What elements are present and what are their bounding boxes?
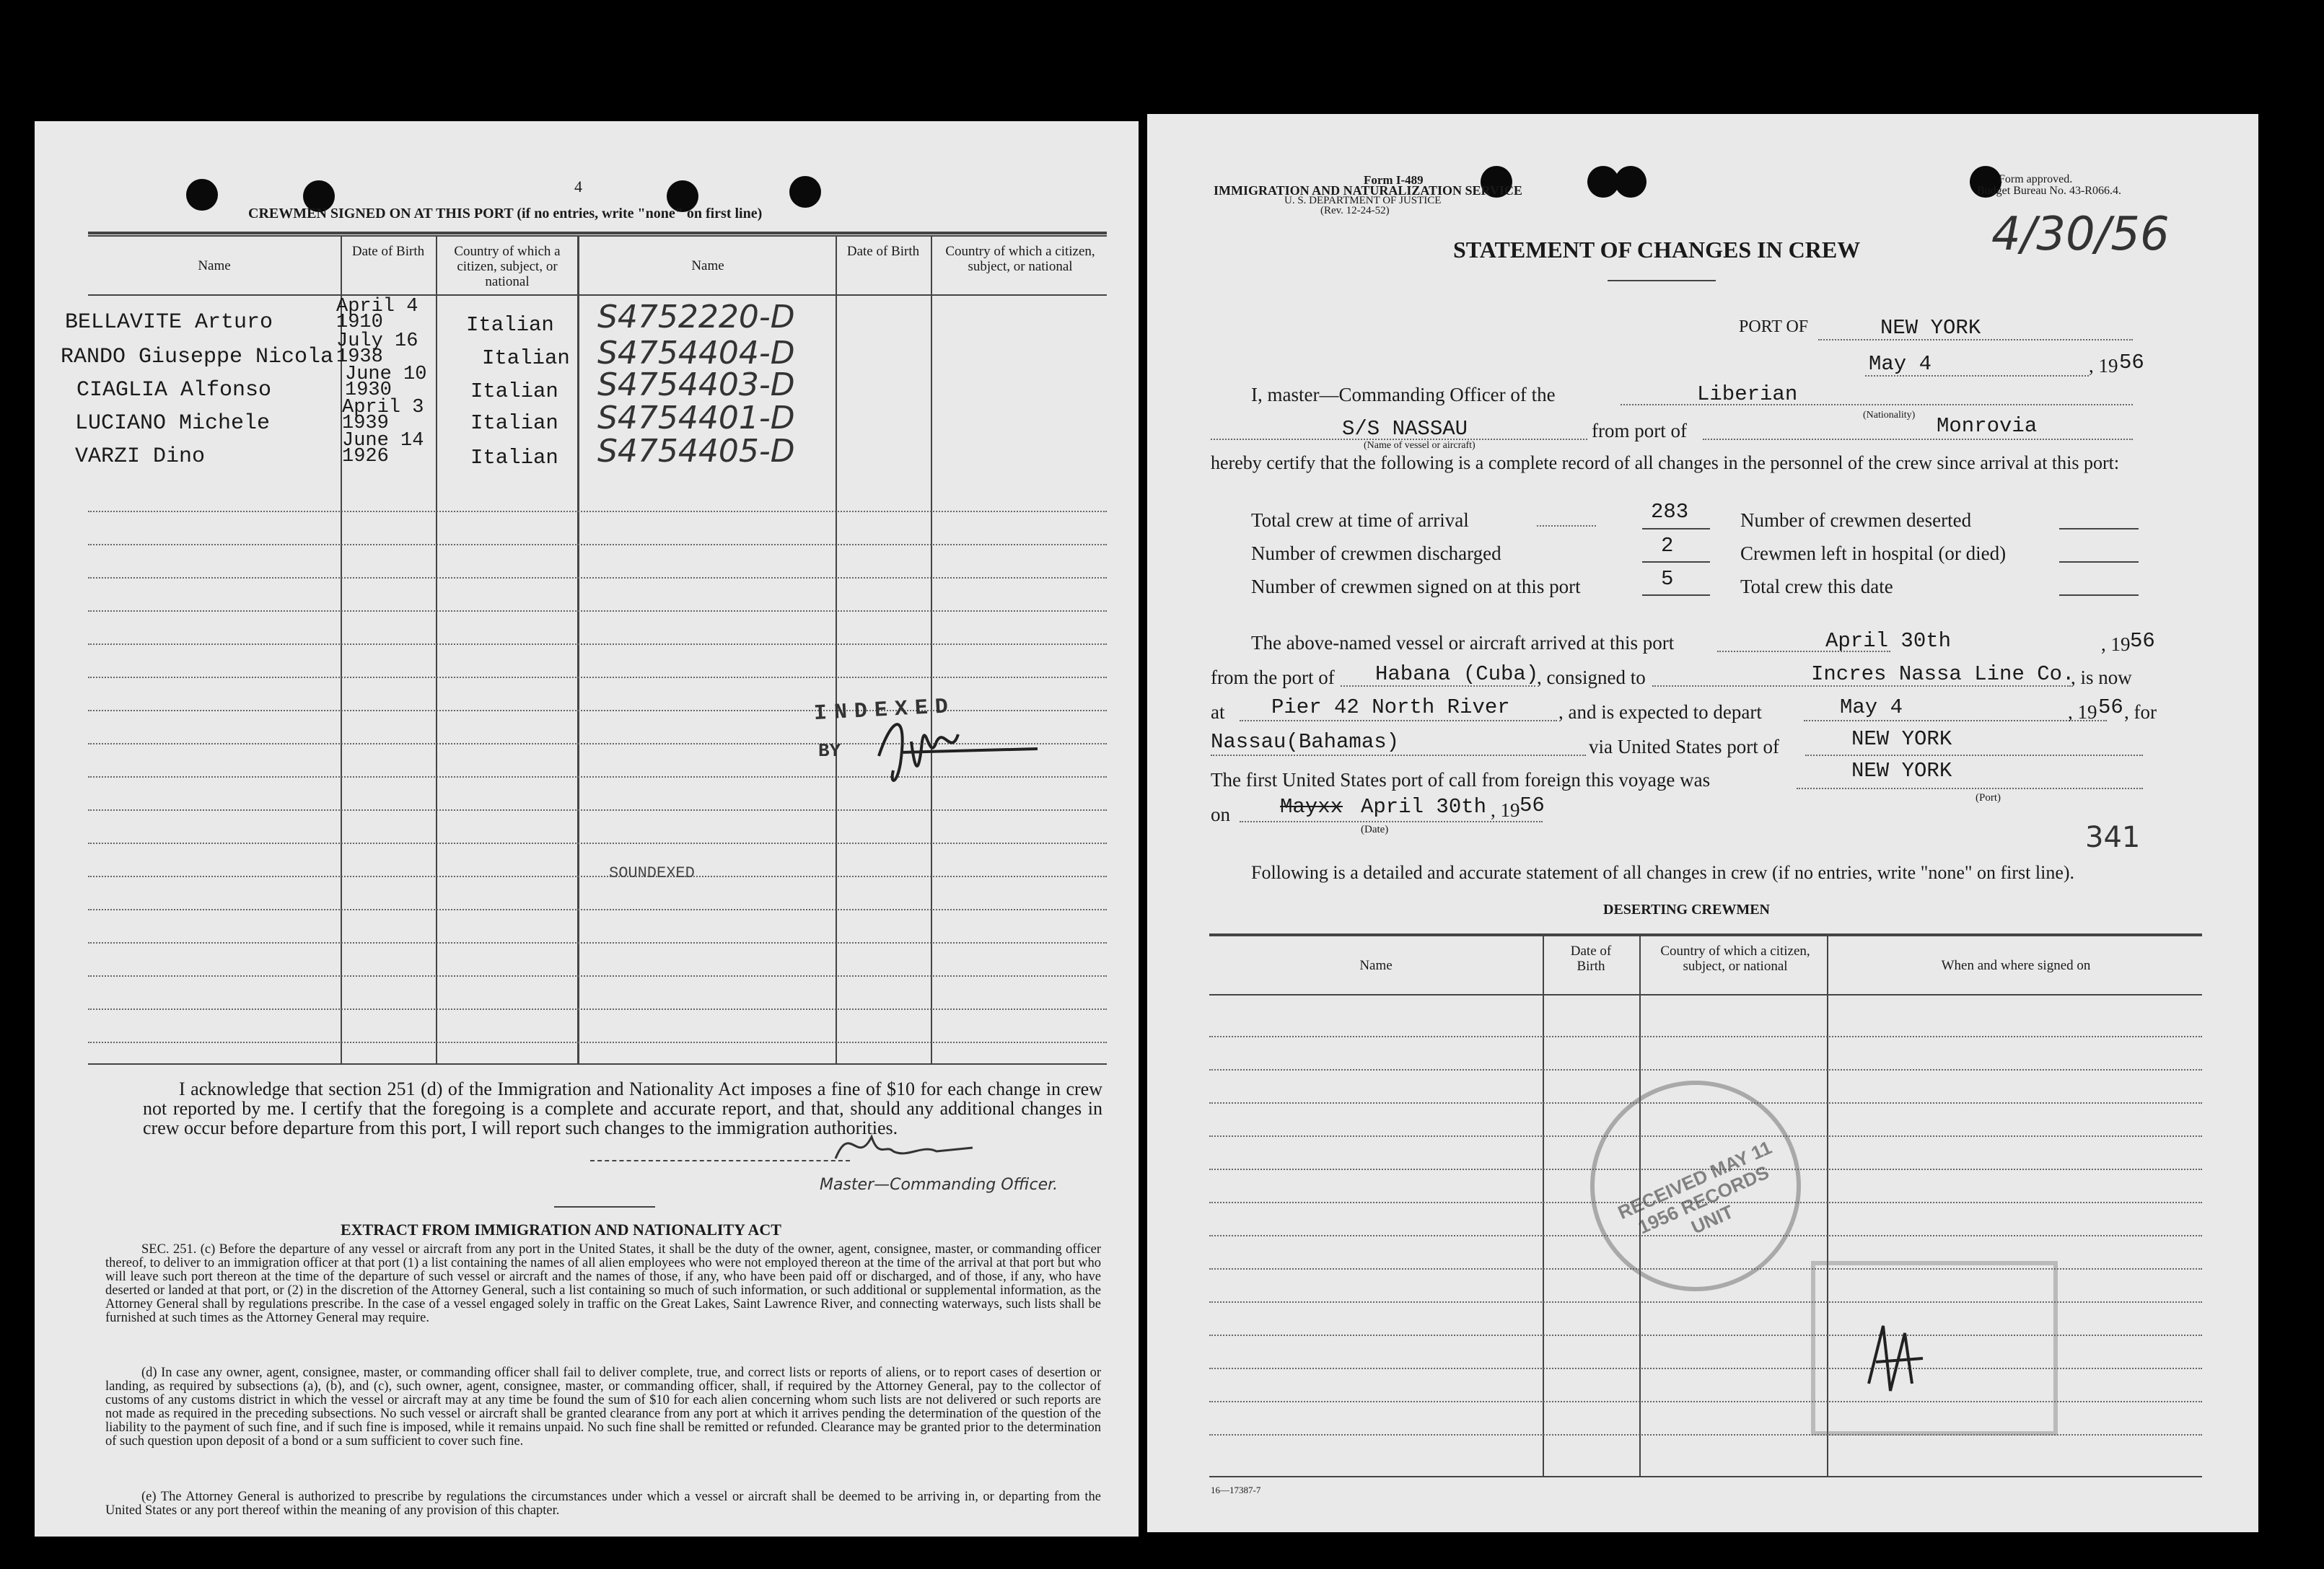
crew-name: BELLAVITE Arturo (65, 310, 273, 335)
extract-heading: EXTRACT FROM IMMIGRATION AND NATIONALITY ACT (341, 1221, 781, 1239)
from-port-label: from port of (1592, 420, 1687, 441)
desert-col-country: Country of which a citizen, subject, or national (1660, 944, 1810, 974)
form-title: STATEMENT OF CHANGES IN CREW (1453, 237, 1861, 263)
right-page (1147, 114, 2258, 1532)
deserting-heading: DESERTING CREWMEN (1603, 902, 1770, 918)
reference-number: 341 (2085, 821, 2141, 854)
crew-country: Italian (470, 411, 558, 435)
field-line (1537, 525, 1596, 527)
column-divider (577, 235, 579, 1065)
desert-col-signed: When and where signed on (1941, 958, 2091, 973)
table-row-line (88, 843, 1107, 844)
crew-country: Italian (470, 379, 558, 403)
certify-text: hereby certify that the following is a complete record of all changes in the personnel of the crew since arrival at this port: (1211, 452, 2120, 473)
consigned-label: , consigned to (1537, 667, 1646, 688)
via-label: via United States port of (1589, 736, 1779, 757)
table-row-line (88, 511, 1107, 512)
desert-table-top-rule (1209, 933, 2202, 936)
footer-code: 16—17387-7 (1211, 1485, 1261, 1495)
table-row-line (1209, 1036, 2202, 1037)
crew-dob: June 10 1930 (345, 364, 427, 401)
table-bottom-rule (88, 1063, 1107, 1065)
punch-hole (789, 176, 821, 208)
crew-seaman-number: S4752220-D (597, 299, 795, 335)
form-approved: Form approved. (1999, 173, 2073, 185)
year-prefix: , 19 (2068, 701, 2097, 723)
table-row-line (88, 677, 1107, 678)
from-port-of-value: Habana (Cuba) (1375, 662, 1539, 686)
crew-dob: July 16 1938 (336, 330, 418, 368)
vessel-caption: (Name of vessel or aircraft) (1364, 440, 1475, 451)
title-rule (1608, 280, 1716, 281)
table-row-line (88, 909, 1107, 910)
acknowledgement-text: I acknowledge that section 251 (d) of the Immigration and Nationality Act imposes a fine of $10 for each change in crew not reported by me. I certify that the foregoing is a complete and accurate report, and that, should any additional changes in crew occur before departure from this port, I will report such changes to the immigration authorities. (143, 1078, 1102, 1138)
crew-seaman-number: S4754404-D (597, 335, 795, 372)
master-line-label: I, master—Commanding Officer of the (1251, 384, 1556, 405)
port-value: NEW YORK (1880, 316, 1981, 340)
year-prefix: , 19 (1491, 799, 1520, 821)
date-value: May 4 (1869, 352, 1932, 376)
punch-hole (1615, 166, 1646, 198)
crew-dob: June 14 1926 (342, 430, 424, 467)
desert-table-header-rule (1209, 994, 2202, 996)
col-header-dob-2: Date of Birth (846, 244, 920, 259)
year-prefix: , 19 (2101, 633, 2131, 655)
crew-name: RANDO Giuseppe Nicola (61, 345, 334, 369)
at-label: at (1211, 701, 1225, 723)
col-header-country-2: Country of which a citizen, subject, or national (945, 244, 1095, 274)
master-signature (828, 1115, 987, 1173)
field-line (2059, 594, 2139, 596)
field-line (1211, 755, 1586, 756)
budget-bureau-number: Budget Bureau No. 43-R066.4. (1977, 185, 2121, 197)
field-line (2059, 528, 2139, 529)
via-value: NEW YORK (1851, 727, 1952, 751)
col-header-name: Name (198, 258, 231, 273)
on-value: April 30th (1361, 795, 1487, 819)
table-row-line (88, 1042, 1107, 1043)
crew-name: LUCIANO Michele (75, 411, 271, 436)
table-header-rule (88, 294, 1107, 296)
signature-caption: Master—Commanding Officer. (820, 1176, 1058, 1194)
field-line (1805, 755, 2143, 756)
discharged-label: Number of crewmen discharged (1251, 542, 1501, 564)
following-text: Following is a detailed and accurate statement of all changes in crew (if no entries, write "none" on first line). (1251, 862, 2075, 883)
punch-hole (186, 179, 218, 211)
table-row-line (88, 876, 1107, 877)
handwritten-date: 4/30/56 (1991, 208, 2170, 261)
for-label: , for (2124, 701, 2157, 723)
on-label: on (1211, 804, 1230, 825)
table-row-line (88, 544, 1107, 545)
depart-label: , and is expected to depart (1558, 701, 1762, 723)
field-line (1642, 528, 1710, 529)
year-prefix: , 19 (2089, 355, 2118, 377)
total-date-label: Total crew this date (1740, 576, 1893, 597)
field-line (1240, 720, 1557, 721)
agency-name: IMMIGRATION AND NATURALIZATION SERVICE (1214, 183, 1522, 198)
page-number: 4 (574, 177, 582, 195)
on-struck-value: Mayxx (1280, 795, 1343, 819)
crew-seaman-number: S4754401-D (597, 400, 795, 436)
crew-country: Italian (482, 346, 570, 370)
port-caption: (Port) (1976, 792, 2001, 804)
field-line (2059, 561, 2139, 563)
crew-signed-heading: CREWMEN SIGNED ON AT THIS PORT (if no entries, write "none" on first line) (248, 206, 763, 221)
col-header-dob: Date of Birth (351, 244, 425, 259)
table-top-rule (88, 232, 1107, 234)
crew-seaman-number: S4754405-D (597, 433, 795, 470)
column-divider (836, 235, 837, 1065)
indexed-by-label: BY (818, 740, 841, 762)
field-line (1703, 439, 2133, 440)
table-top-rule-2 (88, 235, 1107, 237)
initials-mark (1854, 1311, 1941, 1405)
crew-country: Italian (466, 313, 554, 337)
destination-value: Nassau(Bahamas) (1211, 730, 1400, 754)
column-divider (931, 235, 932, 1065)
column-divider (1543, 936, 1544, 1477)
desert-table-bottom-rule (1209, 1476, 2202, 1477)
department-name: U. S. DEPARTMENT OF JUSTICE (1284, 195, 1442, 206)
table-row-line (88, 610, 1107, 612)
table-row-line (88, 809, 1107, 811)
initials-signature (850, 698, 1052, 799)
crew-country: Italian (470, 446, 558, 470)
arrived-label: The above-named vessel or aircraft arrived at this port (1251, 632, 1675, 654)
nationality-value: Liberian (1697, 382, 1798, 406)
hospital-label: Crewmen left in hospital (or died) (1740, 542, 2007, 564)
desert-col-dob: Date of Birth (1570, 944, 1612, 974)
arrived-value: April 30th (1825, 629, 1952, 653)
at-value: Pier 42 North River (1271, 695, 1510, 719)
field-line (1642, 594, 1710, 596)
vessel-value: S/S NASSAU (1342, 417, 1468, 441)
table-row-line (88, 975, 1107, 977)
crew-dob: April 3 1939 (342, 397, 424, 434)
arrived-year: 56 (2130, 629, 2155, 653)
crew-seaman-number: S4754403-D (597, 366, 795, 403)
field-line (1642, 561, 1710, 563)
signature-line (590, 1160, 850, 1161)
table-row-line (88, 643, 1107, 645)
soundexed-stamp: SOUNDEXED (609, 864, 695, 882)
field-line (1804, 720, 2107, 721)
signed-on-value: 5 (1661, 567, 1674, 591)
nationality-caption: (Nationality) (1863, 410, 1916, 421)
first-port-value: NEW YORK (1851, 759, 1952, 783)
table-row-line (1209, 1069, 2202, 1071)
col-header-country: Country of which a citizen, subject, or national (454, 244, 561, 289)
port-label: PORT OF (1739, 317, 1809, 336)
discharged-value: 2 (1661, 534, 1674, 558)
divider-rule (554, 1206, 655, 1208)
depart-year: 56 (2098, 695, 2123, 719)
from-port-of-label: from the port of (1211, 667, 1335, 688)
consigned-value: Incres Nassa Line Co. (1811, 662, 2075, 686)
col-header-name-2: Name (691, 258, 724, 273)
desert-col-name: Name (1359, 958, 1393, 973)
form-number: Form I-489 (1364, 173, 1424, 187)
extract-section-d: (d) In case any owner, agent, consignee, master, or commanding officer shall fail to deliver complete, true, and correct lists or reports of aliens, or to report cases of desertion or landing, as required by subsections (a), (b), and (c), such owner, agent, consignee, master, or commanding officer, shall, if required by the Attorney General, pay to the collector of customs of any customs district in which the vessel or aircraft may at any time be found the sum of $10 for each alien concerning whom such lists are not delivered or such reports are not made as required in the preceding subsections. No such vessel or aircraft shall be granted clearance from any port at which it arrives pending the determination of the question of the liability to the payment of such fine, and if such fine is imposed, while it remains unpaid. No such fine shall be remitted or refunded. Clearance may be granted prior to the determination of such question upon deposit of a bond or a sum sufficient to cover such fine. (105, 1366, 1101, 1449)
table-row-line (88, 577, 1107, 579)
from-port-value: Monrovia (1937, 414, 2038, 438)
total-arrival-value: 283 (1651, 500, 1689, 524)
deserted-label: Number of crewmen deserted (1740, 509, 1972, 531)
depart-value: May 4 (1840, 695, 1903, 719)
on-year: 56 (1520, 794, 1545, 817)
form-revision: (Rev. 12-24-52) (1320, 205, 1390, 216)
signed-on-label: Number of crewmen signed on at this port (1251, 576, 1581, 597)
field-line (1797, 788, 2143, 789)
total-arrival-label: Total crew at time of arrival (1251, 509, 1469, 531)
received-stamp-text: RECEIVED MAY 11 1956 RECORDS UNIT (1614, 1136, 1775, 1239)
left-page (35, 121, 1139, 1537)
table-row-line (88, 1008, 1107, 1010)
first-port-label: The first United States port of call from foreign this voyage was (1211, 769, 1711, 791)
table-row-line (88, 942, 1107, 944)
extract-section-e: (e) The Attorney General is authorized to prescribe by regulations the circumstances under which a vessel or aircraft shall be deemed to be arriving in, or departing from the United States or any port thereof within the meaning of any provision of this chapter. (105, 1490, 1101, 1518)
crew-name: CIAGLIA Alfonso (76, 378, 272, 403)
is-now-label: , is now (2071, 667, 2132, 688)
extract-section-c: SEC. 251. (c) Before the departure of any vessel or aircraft from any port in the United States, it shall be the duty of the owner, agent, consignee, master, or commanding officer thereof, to deliver to an immigration officer at that port (1) a list containing the names of all alien employees who were not employed thereon at the time of the arrival at that port but who will leave such port thereon at the time of the departure of such vessel or aircraft and the names of those, if any, who have been paid off or discharged, and of those, if any, who have deserted or landed at that port, or (2) in the discretion of the Attorney General, such a list containing so much of such information, or such additional or supplemental information, as the Attorney General shall by regulations prescribe. In the case of a vessel engaged solely in traffic on the Great Lakes, Saint Lawrence River, and connecting waterways, such lists shall be furnished at such times as the Attorney General may require. (105, 1242, 1101, 1325)
crew-dob: April 4 1910 (336, 296, 418, 333)
date-caption: (Date) (1361, 824, 1389, 835)
indexed-stamp: INDEXED (813, 694, 956, 727)
year-value: 56 (2119, 351, 2144, 374)
crew-name: VARZI Dino (75, 444, 206, 469)
